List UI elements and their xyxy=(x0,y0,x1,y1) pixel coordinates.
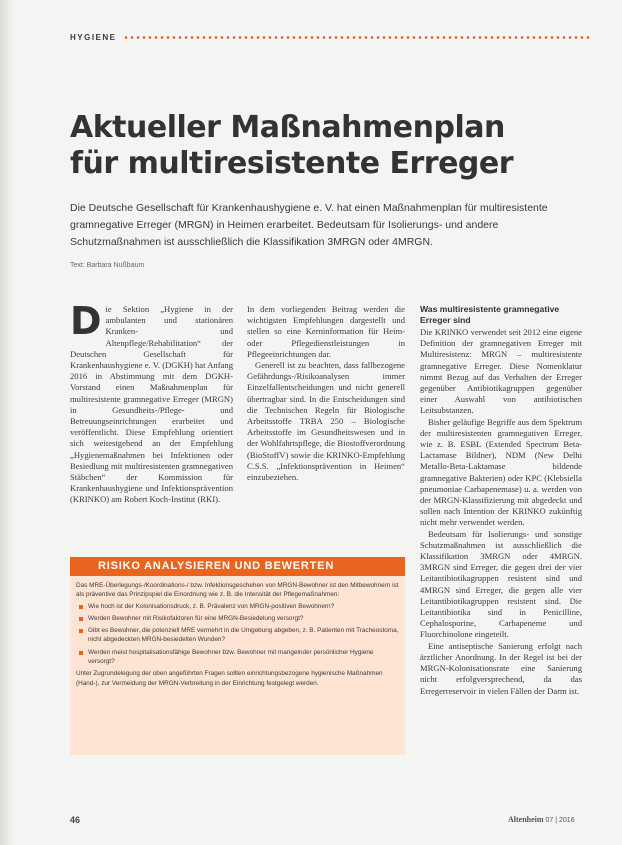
drop-cap: D xyxy=(70,299,102,343)
risk-info-box xyxy=(70,557,405,755)
col3-paragraph-3: Bedeutsam für Isolierungs- und sonstige Schutzmaßnahmen ist ausschließlich die Klassifikation 3MRGN oder 4MRGN. 3MRGN sind Erreger, die gegen drei der vier Leitantibiotikagruppen resistent sind und 4MRGN sind Erreger, die gegen alle vier Leitantibiotikagruppen resistent sind. Die Leitantibiotika sind in Penicilline, Cephalosporine, Carbapeneme und Fluorchinolone eingeteilt. xyxy=(420,528,582,640)
col3-paragraph-2: Bisher geläufige Begriffe aus dem Spektrum der multiresistenten gramnegativen Erreger, wie z. B. ESBL (Extended Spectrum Beta-Lactamase Bildner), NDM (New Delhi Metallo-Beta-Laktamase bildende gramnegative Bakterien) oder KPC (Klebsiella pneumoniae Carbapenemase) u. a. werden von der MRGN-Klassifizierung mit abgedeckt und sollen nach Intention der KRINKO zukünftig nicht mehr verwendet werden. xyxy=(420,416,582,528)
col3-paragraph-4: Eine antiseptische Sanierung erfolgt nach ärztlicher Anordnung. In der Regel ist bei der MRGN-Kolonisationsrate eine Sanierung nicht erfolgversprechend, da das Erregerreservoir in vielen Fällen der Darm ist. xyxy=(420,640,582,696)
box-intro: Das MRE-Überlegungs-/Koordinations-/ bzw. Infektionsgeschehen von MRGN-Bewohner ist den Mitbewohnern ist als präventive das Prinzipspiel die Einordnung wie z. B. die Intensität der Pflegemaßnahmen: xyxy=(76,582,399,599)
lead-paragraph: Die Deutsche Gesellschaft für Krankenhaushygiene e. V. hat einen Maßnahmenplan für multiresistente gramnegative Erreger (MRGN) in Heimen erarbeitet. Bedeutsam für Isolierungs- und andere Schutzmaßnahmen ist ausschließlich die Klassifikation 3MRGN oder 4MRGN. xyxy=(70,202,548,248)
text-column-3 xyxy=(420,304,582,697)
box-outro: Unter Zugrundelegung der oben angeführten Fragen sollten einrichtungsbezogene hygienische Maßnahmen (Hand-), zur Vermeidung der MRGN-Verbreitung in der Einrichtung festgelegt werden. xyxy=(76,670,383,687)
col2-paragraph-1: In dem vorliegenden Beitrag werden die wichtigsten Empfehlungen dargestellt und stellen so eine Kerninformation für Heim- oder Pflegedienstleistungen in Pflegeeinrichtungen dar. xyxy=(247,304,405,359)
col2-paragraph-2: Generell ist zu beachten, dass fallbezogene Gefährdungs-/Risikoanalysen immer Einzelfallentscheidungen und nicht generell übertragbar sind. In die Entscheidungen sind die Technischen Regeln für Biologische Arbeitsstoffe TRBA 250 – Biologische Arbeitsstoffe im Gesundheitswesen und in der Wohlfahrtspflege, die Biostoffverordnung (BioStoffV) sowie die KRINKO-Empfehlung C.S.S. „Infektionsprävention in Heimen“ einzubeziehen. xyxy=(247,360,405,483)
issue-number: 07 | 2016 xyxy=(545,817,575,824)
byline: Text: Barbara Nußbaum xyxy=(70,262,145,269)
section-dotted-rule xyxy=(123,36,590,39)
footer-issue xyxy=(508,815,575,824)
section-header xyxy=(70,30,590,44)
title-line-1: Aktueller Maßnahmenplan xyxy=(70,110,505,145)
list-item: Wie hoch ist der Kolonisationsdruck, z. B. Prävalenz von MRGN-positiven Bewohnern? xyxy=(76,602,399,611)
page-number: 46 xyxy=(70,815,81,825)
section-label: HYGIENE xyxy=(70,32,117,42)
list-item: Werden Bewohner mit Risikofaktoren für eine MRGN-Besiedelung versorgt? xyxy=(76,614,399,623)
intro-text: ie Sektion „Hygiene in der ambulanten und stationären Kranken- und Altenpflege/Rehabilitation“ der Deutschen Gesellschaft für Krankenhaushygiene e. V. (DGKH) hat Anfang 2016 in Abstimmung mit dem DGKH-Vorstand einen Maßnahmenplan für multiresistente gramnegative Erreger (MRGN) in Gesundheits-/Pflege- und Betreuungseinrichtungen erarbeitet und veröffentlicht. Diese Empfehlung orientiert sich weitestgehend an der Empfehlung „Hygienemaßnahmen bei Infektionen oder Besiedlung mit multiresistenten gramnegativen Stäbchen“ der Kommission für Krankenhaushygiene und Infektionsprävention (KRINKO) am Robert Koch-Institut (RKI). xyxy=(70,304,233,505)
text-column-2 xyxy=(247,304,405,483)
box-body xyxy=(70,576,405,688)
subheading: Was multiresistente gramnegative Erreger sind xyxy=(420,304,560,325)
title-line-2: für multiresistente Erreger xyxy=(70,146,514,181)
intro-paragraph xyxy=(70,299,233,506)
magazine-name: Altenheim xyxy=(508,815,544,824)
article-title xyxy=(70,110,570,182)
col3-paragraph-1: Die KRINKO verwendet seit 2012 eine eigene Definition der gramnegativen Erreger mit Multiresistenz: MRGN – multiresistente gramnegative Erreger. Diese Nomenklatur nimmt Bezug auf das Verhalten der Erreger gegenüber Antibiotikagruppen gegenüber einer Auswahl von antibiotischen Leitsubstanzen. xyxy=(420,327,582,416)
list-item: Gibt es Bewohner, die potenziell MRE vermehrt in die Umgebung abgeben, z. B. Patienten mit Tracheostoma, nicht abgedeckten MRGN-besiedelten Wunden? xyxy=(76,626,399,645)
text-column-1 xyxy=(70,299,233,506)
box-title: RISIKO ANALYSIEREN UND BEWERTEN xyxy=(70,557,405,576)
box-question-list xyxy=(76,602,399,667)
list-item: Werden meist hospitalisationsfähige Bewohner bzw. Bewohner mit mangelnder persönlicher Hygiene versorgt? xyxy=(76,648,399,667)
